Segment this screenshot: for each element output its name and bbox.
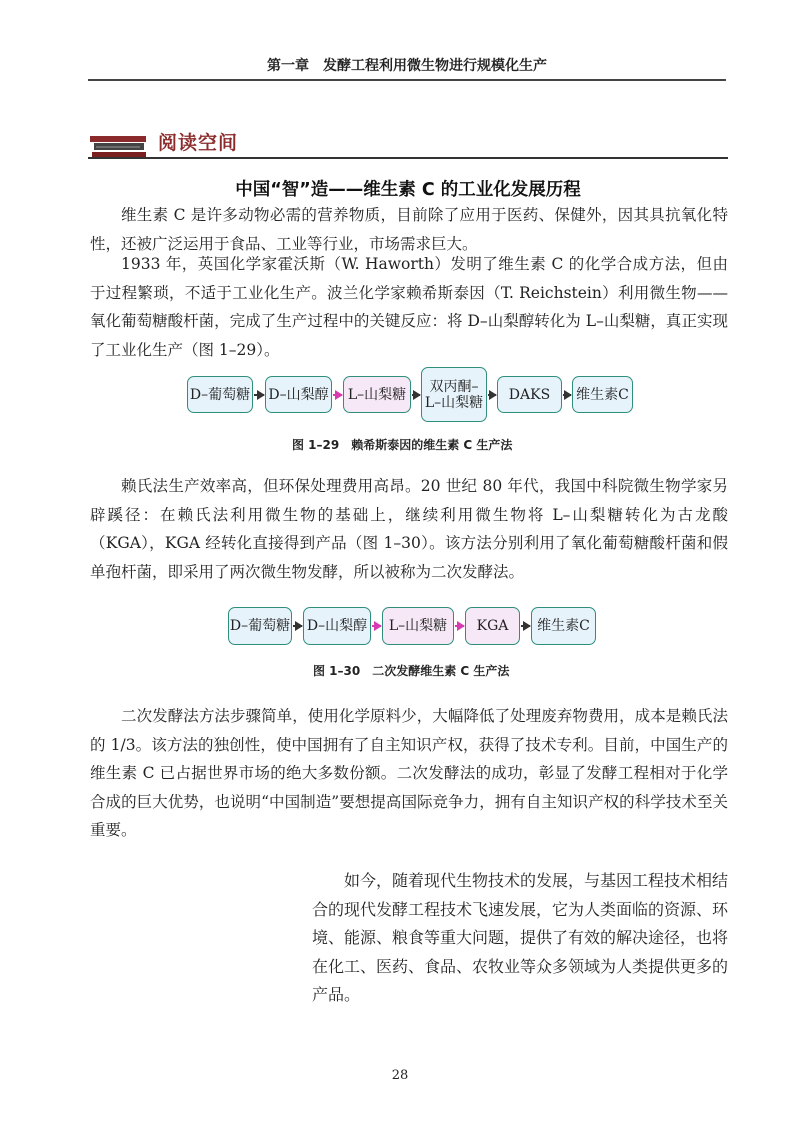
arrow-highlight	[333, 394, 342, 396]
section-title: 阅读空间	[158, 132, 239, 154]
arrow	[412, 394, 420, 396]
section-rule	[88, 157, 728, 159]
node-d-glucose: D–葡萄糖	[187, 376, 253, 413]
arrow	[563, 394, 571, 396]
node-kga: KGA	[465, 607, 520, 645]
arrow	[293, 625, 302, 627]
node-l-sorbose: L–山梨糖	[343, 376, 411, 413]
header-rule	[88, 79, 726, 81]
node-line: 双丙酮–	[429, 378, 479, 395]
paragraph-two-step: 赖氏法生产效率高，但环保处理费用高昂。20 世纪 80 年代，我国中科院微生物学家另辟蹊径：在赖氏法利用微生物的基础上，继续利用微生物将 L–山梨糖转化为古龙酸（KGA），KGA 经转化直接得到产品（图 1–30）。该方法分别利用了氧化葡萄糖酸杆菌和假单孢杆菌，即采用了两次微生物发酵，所以被称为二次发酵法。	[90, 477, 728, 581]
article-title: 中国“智”造——维生素 C 的工业化发展历程	[235, 180, 581, 200]
paragraph-intro: 维生素 C 是许多动物必需的营养物质，目前除了应用于医药、保健外，因其具抗氧化特性，还被广泛运用于食品、工业等行业，市场需求巨大。	[90, 206, 728, 253]
arrow-highlight	[372, 625, 381, 627]
node-d-glucose: D–葡萄糖	[228, 607, 292, 645]
node-daks: DAKS	[497, 376, 562, 413]
page-number: 28	[391, 1068, 409, 1083]
figure-1-30-caption: 图 1–30 二次发酵维生素 C 生产法	[313, 664, 510, 678]
figure-1-29-flowchart	[187, 367, 633, 422]
node-d-sorbitol: D–山梨醇	[303, 607, 371, 645]
node-vitamin-c: 维生素C	[572, 376, 633, 413]
paragraph-advantages: 二次发酵法方法步骤简单，使用化学原料少，大幅降低了处理废弃物费用，成本是赖氏法的 1/3。该方法的独创性，使中国拥有了自主知识产权，获得了技术专利。目前，中国生产的维生素 C 已占据世界市场的绝大多数份额。二次发酵法的成功，彰显了发酵工程相对于化学合成的巨大优势，也说明“中国制造”要想提高国际竞争力，拥有自主知识产权的科学技术至关重要。	[90, 707, 728, 839]
node-line: L–山梨糖	[424, 394, 484, 411]
node-vitamin-c: 维生素C	[531, 607, 596, 645]
arrow	[521, 625, 530, 627]
node-diacetone-l-sorbose	[421, 367, 487, 422]
arrow-highlight	[455, 625, 464, 627]
figure-1-29-caption: 图 1–29 赖希斯泰因的维生素 C 生产法	[292, 438, 513, 452]
paragraph-history: 1933 年，英国化学家霍沃斯（W. Haworth）发明了维生素 C 的化学合成方法，但由于过程繁琐，不适于工业化生产。波兰化学家赖希斯泰因（T. Reichstein）利用微生物——氧化葡萄糖酸杆菌，完成了生产过程中的关键反应：将 D–山梨醇转化为 L–山梨糖，真正实现了工业化生产（图 1–29）。	[90, 255, 728, 359]
arrow	[254, 394, 264, 396]
paragraph-outlook: 如今，随着现代生物技术的发展，与基因工程技术相结合的现代发酵工程技术飞速发展，它为人类面临的资源、环境、能源、粮食等重大问题，提供了有效的解决途径，也将在化工、医药、食品、农牧业等众多领域为人类提供更多的产品。	[312, 873, 729, 1004]
section-heading	[88, 126, 728, 162]
running-header: 第一章 发酵工程利用微生物进行规模化生产	[267, 58, 547, 74]
arrow	[488, 394, 496, 396]
node-l-sorbose: L–山梨糖	[382, 607, 454, 645]
node-d-sorbitol: D–山梨醇	[265, 376, 332, 413]
figure-1-30-flowchart	[228, 604, 596, 648]
